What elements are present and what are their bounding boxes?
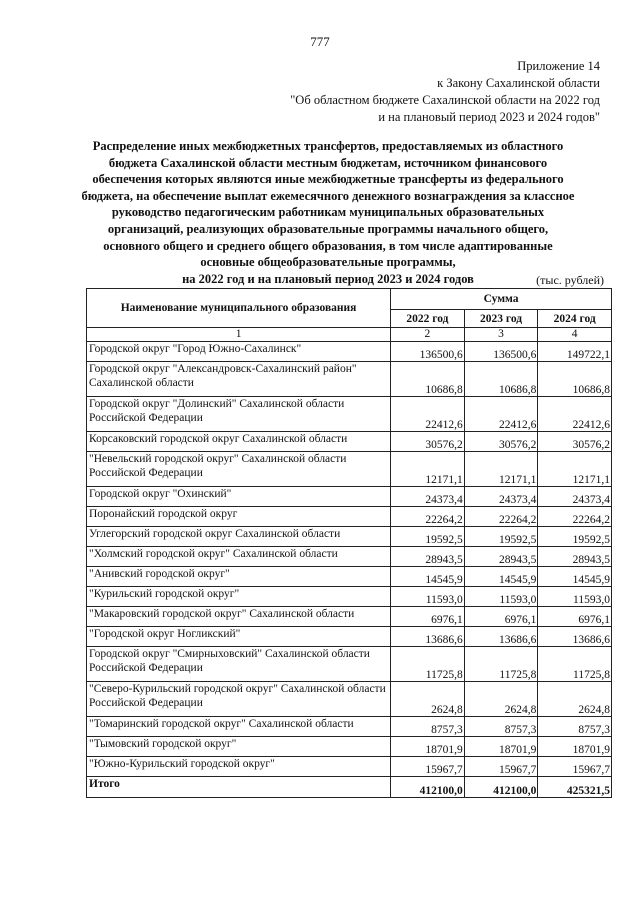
value-2022: 11593,0 <box>391 587 465 607</box>
value-2022: 2624,8 <box>391 682 465 717</box>
header-year-2022: 2022 год <box>391 310 465 328</box>
municipality-name: "Невельский городской округ" Сахалинской области Российской Федерации <box>87 452 391 487</box>
table-row <box>87 757 612 777</box>
municipality-name: Корсаковский городской округ Сахалинской области <box>87 432 391 452</box>
table-row <box>87 342 612 362</box>
table-row <box>87 627 612 647</box>
title-line: Распределение иных межбюджетных трансфертов, предоставляемых из областного <box>92 139 564 153</box>
value-2024: 11725,8 <box>538 647 612 682</box>
municipality-name: Городской округ "Охинский" <box>87 487 391 507</box>
table-row <box>87 452 612 487</box>
value-2024: 15967,7 <box>538 757 612 777</box>
table-row <box>87 567 612 587</box>
title-line: организаций, реализующих образовательные программы начального общего, <box>107 221 549 236</box>
value-2024: 19592,5 <box>538 527 612 547</box>
table-row <box>87 737 612 757</box>
value-2022: 11725,8 <box>391 647 465 682</box>
value-2023: 8757,3 <box>464 717 538 737</box>
municipality-name: "Томаринский городской округ" Сахалинской области <box>87 717 391 737</box>
value-2023: 15967,7 <box>464 757 538 777</box>
value-2024: 22412,6 <box>538 397 612 432</box>
header-sum: Сумма <box>391 289 612 310</box>
value-2024: 22264,2 <box>538 507 612 527</box>
value-2024: 2624,8 <box>538 682 612 717</box>
column-index: 2 <box>391 328 465 342</box>
municipality-name: "Южно-Курильский городской округ" <box>87 757 391 777</box>
value-2022: 28943,5 <box>391 547 465 567</box>
header-year-2024: 2024 год <box>538 310 612 328</box>
value-2023: 19592,5 <box>464 527 538 547</box>
title-line: бюджета Сахалинской области местным бюджетам, источником финансового <box>108 155 548 170</box>
municipality-name: "Макаровский городской округ" Сахалинской области <box>87 607 391 627</box>
municipality-name: Углегорский городской округ Сахалинской области <box>87 527 391 547</box>
value-2023: 13686,6 <box>464 627 538 647</box>
value-2023: 14545,9 <box>464 567 538 587</box>
value-2022: 10686,8 <box>391 362 465 397</box>
value-2024: 149722,1 <box>538 342 612 362</box>
value-2024: 14545,9 <box>538 567 612 587</box>
column-index: 4 <box>538 328 612 342</box>
table-row <box>87 647 612 682</box>
value-2023: 2624,8 <box>464 682 538 717</box>
transfers-table <box>86 288 612 798</box>
table-row <box>87 682 612 717</box>
table-row <box>87 487 612 507</box>
title-line: бюджета, на обеспечение выплат ежемесячного денежного вознаграждения за классное <box>81 188 575 203</box>
value-2024: 13686,6 <box>538 627 612 647</box>
table-row <box>87 547 612 567</box>
title-line: основного общего и среднего общего образования, в том числе адаптированные <box>103 238 553 253</box>
value-2022: 24373,4 <box>391 487 465 507</box>
value-2022: 22264,2 <box>391 507 465 527</box>
municipality-name: "Тымовский городской округ" <box>87 737 391 757</box>
municipality-name: "Курильский городской округ" <box>87 587 391 607</box>
value-2023: 28943,5 <box>464 547 538 567</box>
municipality-name: "Северо-Курильский городской округ" Сахалинской области Российской Федерации <box>87 682 391 717</box>
table-row <box>87 362 612 397</box>
value-2024: 30576,2 <box>538 432 612 452</box>
value-2022: 18701,9 <box>391 737 465 757</box>
table-row <box>87 397 612 432</box>
municipality-name: Городской округ "Смирныховский" Сахалинской области Российской Федерации <box>87 647 391 682</box>
total-row <box>87 777 612 798</box>
value-2022: 13686,6 <box>391 627 465 647</box>
value-2023: 30576,2 <box>464 432 538 452</box>
municipality-name: "Анивский городской округ" <box>87 567 391 587</box>
value-2023: 11725,8 <box>464 647 538 682</box>
page-number: 777 <box>310 34 330 49</box>
value-2024: 18701,9 <box>538 737 612 757</box>
table-row <box>87 587 612 607</box>
municipality-name: Городской округ "Александровск-Сахалинский район" Сахалинской области <box>87 362 391 397</box>
document-title <box>78 138 578 287</box>
table-row <box>87 507 612 527</box>
value-2023: 10686,8 <box>464 362 538 397</box>
table-row <box>87 607 612 627</box>
value-2023: 22412,6 <box>464 397 538 432</box>
title-line: обеспечения которых являются иные межбюджетные трансферты из федерального <box>92 172 564 187</box>
value-2024: 24373,4 <box>538 487 612 507</box>
value-2024: 8757,3 <box>538 717 612 737</box>
total-2023: 412100,0 <box>464 777 538 798</box>
value-2022: 30576,2 <box>391 432 465 452</box>
value-2022: 136500,6 <box>391 342 465 362</box>
column-index: 1 <box>87 328 391 342</box>
title-line: руководство педагогическим работникам муниципальных образовательных <box>111 205 545 220</box>
value-2022: 8757,3 <box>391 717 465 737</box>
title-line: на 2022 год и на плановый период 2023 и 2024 годов <box>182 271 474 286</box>
value-2022: 14545,9 <box>391 567 465 587</box>
value-2023: 136500,6 <box>464 342 538 362</box>
value-2022: 6976,1 <box>391 607 465 627</box>
value-2023: 6976,1 <box>464 607 538 627</box>
units-label: (тыс. рублей) <box>536 273 604 287</box>
municipality-name: Поронайский городской округ <box>87 507 391 527</box>
municipality-name: "Городской округ Ногликский" <box>87 627 391 647</box>
appendix-line: и на плановый период 2023 и 2024 годов" <box>378 110 600 124</box>
total-2022: 412100,0 <box>391 777 465 798</box>
municipality-name: Городской округ "Город Южно-Сахалинск" <box>87 342 391 362</box>
value-2023: 12171,1 <box>464 452 538 487</box>
value-2024: 28943,5 <box>538 547 612 567</box>
value-2024: 11593,0 <box>538 587 612 607</box>
appendix-line: Приложение 14 <box>517 59 600 73</box>
table-row <box>87 432 612 452</box>
value-2023: 22264,2 <box>464 507 538 527</box>
column-index: 3 <box>464 328 538 342</box>
value-2022: 19592,5 <box>391 527 465 547</box>
title-line: основные общеобразовательные программы, <box>200 255 456 270</box>
value-2023: 24373,4 <box>464 487 538 507</box>
appendix-line: "Об областном бюджете Сахалинской области на 2022 год <box>290 93 600 107</box>
appendix-header <box>290 58 600 126</box>
value-2022: 22412,6 <box>391 397 465 432</box>
header-year-2023: 2023 год <box>464 310 538 328</box>
value-2024: 10686,8 <box>538 362 612 397</box>
value-2023: 11593,0 <box>464 587 538 607</box>
value-2022: 12171,1 <box>391 452 465 487</box>
value-2022: 15967,7 <box>391 757 465 777</box>
municipality-name: Городской округ "Долинский" Сахалинской области Российской Федерации <box>87 397 391 432</box>
value-2024: 12171,1 <box>538 452 612 487</box>
total-label: Итого <box>87 777 391 798</box>
appendix-line: к Закону Сахалинской области <box>437 76 600 90</box>
header-name: Наименование муниципального образования <box>87 289 391 328</box>
value-2023: 18701,9 <box>464 737 538 757</box>
table-row <box>87 527 612 547</box>
table-row <box>87 717 612 737</box>
value-2024: 6976,1 <box>538 607 612 627</box>
total-2024: 425321,5 <box>538 777 612 798</box>
municipality-name: "Холмский городской округ" Сахалинской области <box>87 547 391 567</box>
